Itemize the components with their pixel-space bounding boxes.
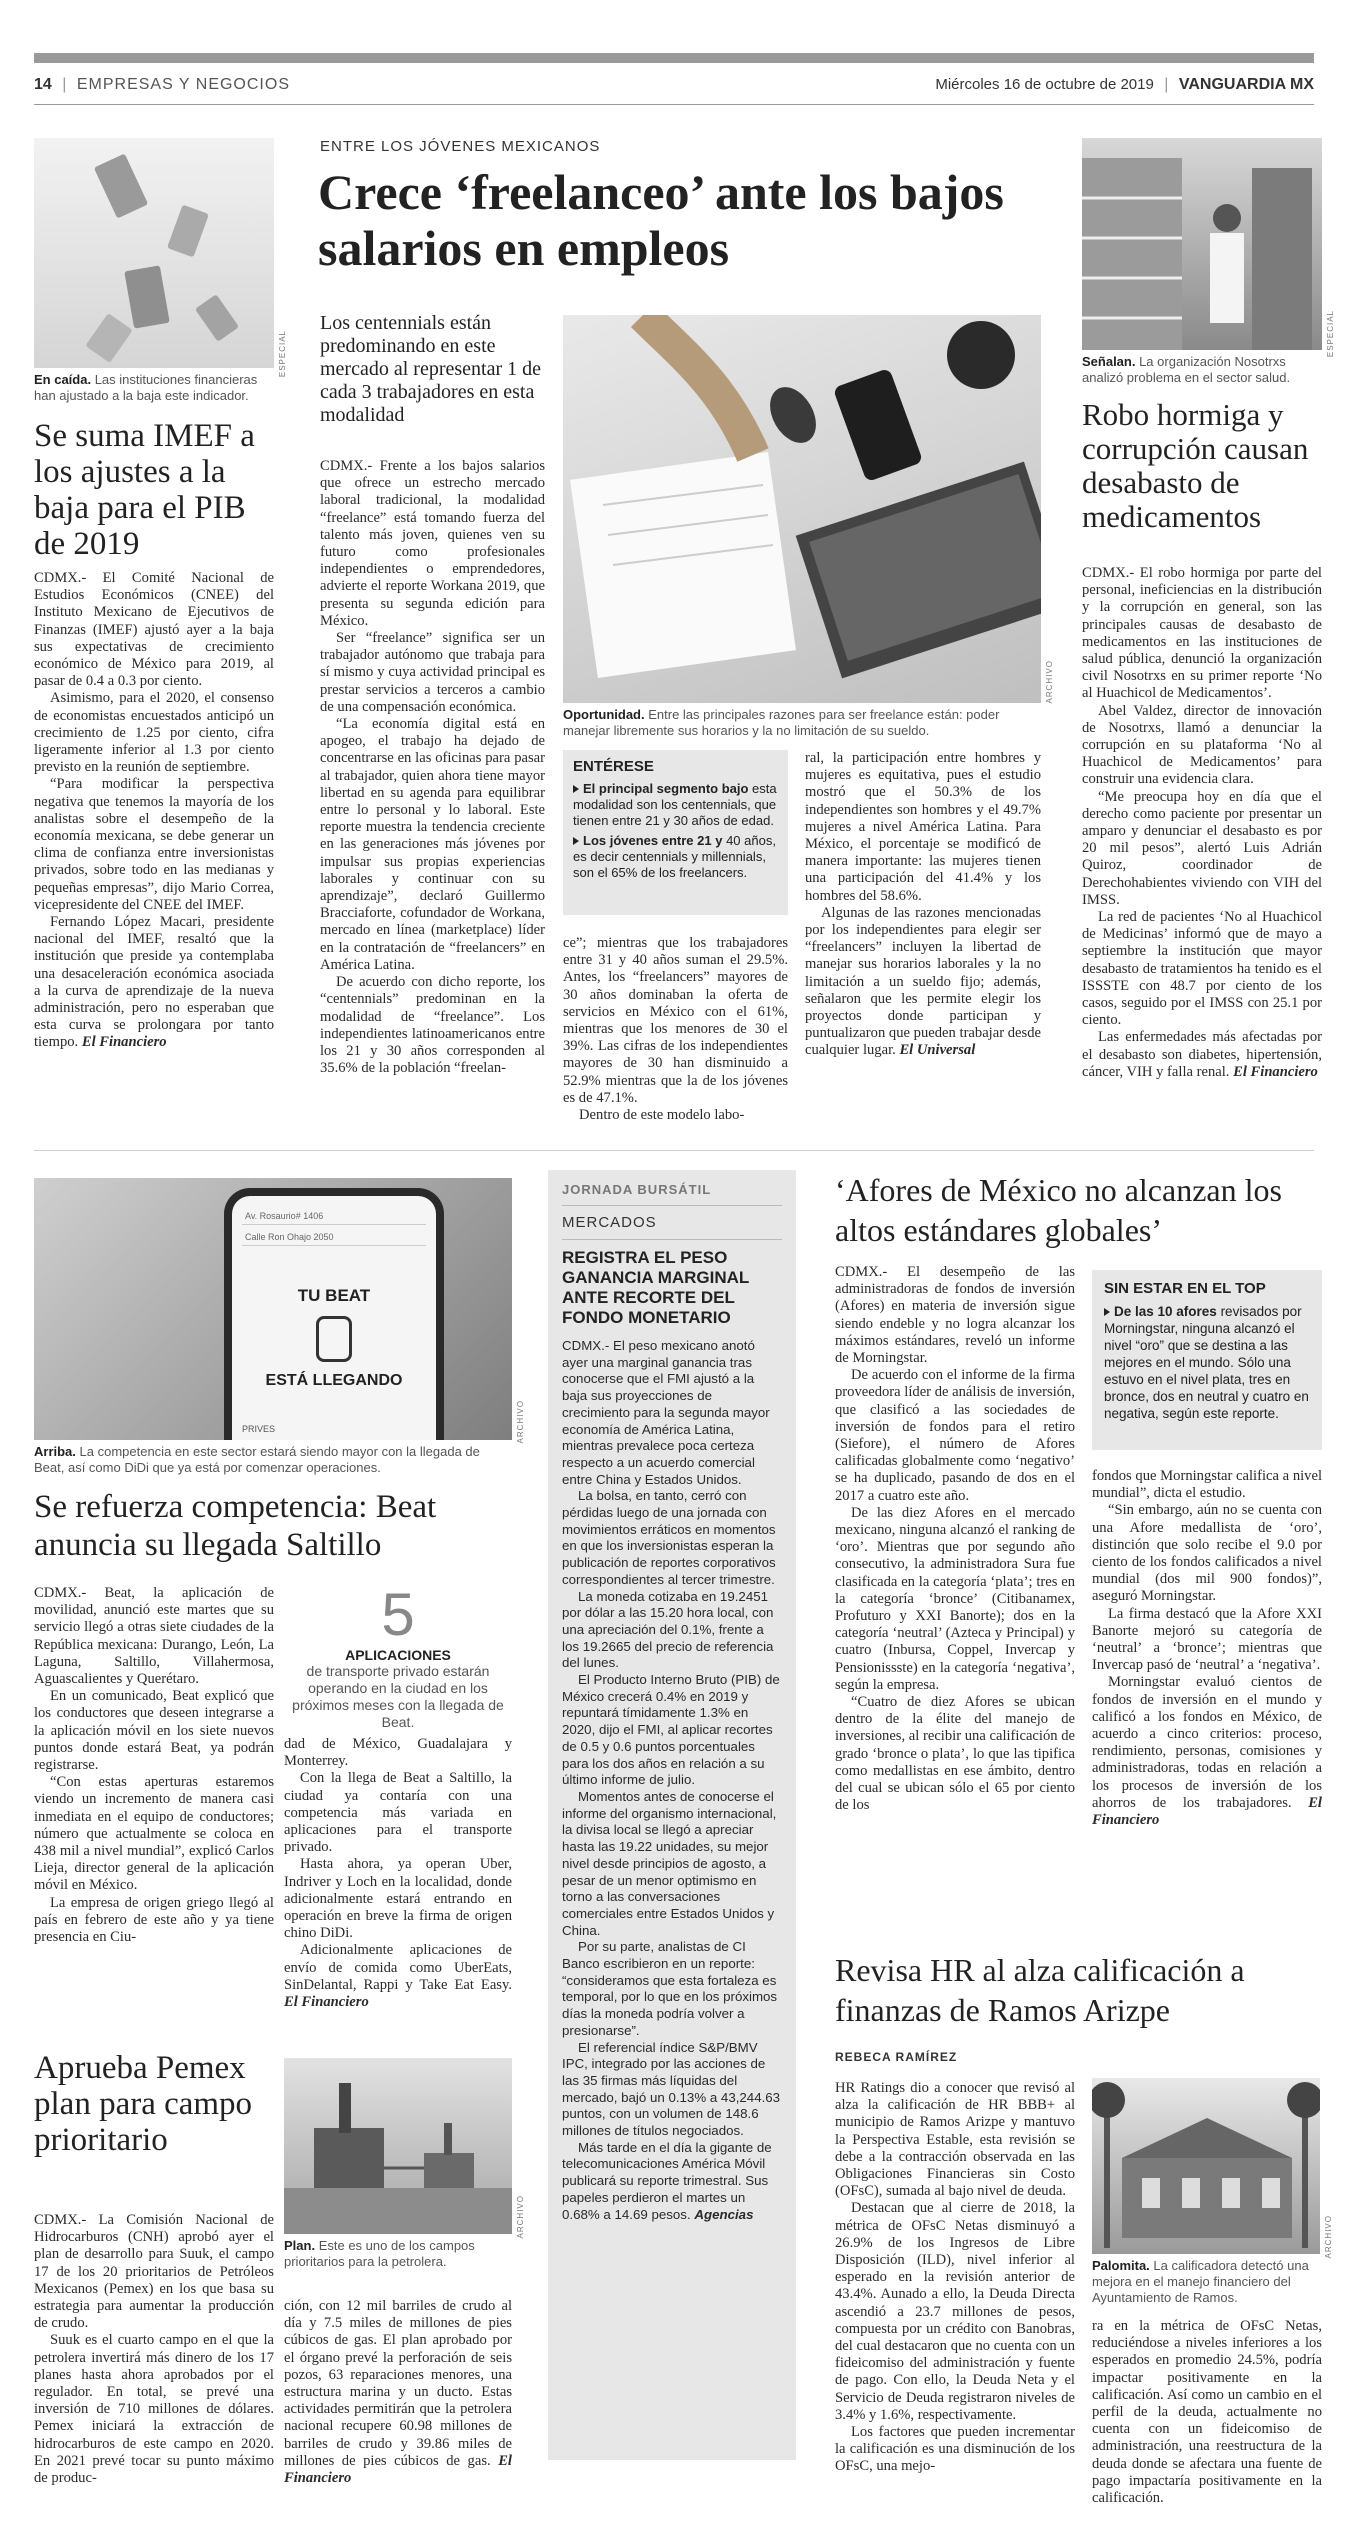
freelance-deck: Los centennials están predominando en este mercado al representar 1 de cada 3 trabajadores en esta modalidad [320,312,541,426]
hr-byline: REBECA RAMÍREZ [835,2050,958,2064]
enterese-item: Los jóvenes entre 21 y 40 años, es decir centennials y millennials, son el 65% de los freelancers. [573,833,776,880]
phone-footer: PRIVES [242,1424,276,1434]
hr-caption: Palomita. La calificadora detectó una mejora en el manejo financiero del Ayuntamiento de Ramos. [1092,2258,1309,2305]
phone-search-1: Av. Rosaurio# 1406 [242,1208,426,1225]
oil-platform-icon [284,2058,512,2234]
beat-photo [34,1178,512,1440]
hr-headline: Revisa HR al alza calificación a finanzas de Ramos Arizpe [835,1952,1245,2028]
phone-search-2: Calle Ron Ohajo 2050 [242,1229,426,1246]
bursatil-sublabel: MERCADOS [562,1214,657,1231]
phone-mockup [224,1188,444,1440]
imef-headline: Se suma IMEF a los ajustes a la baja para el PIB de 2019 [34,418,255,562]
robo-caption: Señalan. La organización Nosotrxs analizó problema en el sector salud. [1082,354,1291,385]
afores-box-text: De las 10 afores revisados por Morningstar, ninguna alcanzó el nivel “oro” que se destina a las mejores en el mundo. Sólo una estuvo en el nivel plata, tres en bronce, dos en neutral y cuatro en negativa, según este reporte. [1104,1304,1309,1421]
pemex-photo [284,2058,512,2234]
hr-col1: HR Ratings dio a conocer que revisó al alza la calificación de HR BBB+ al municipio de Ramos Arizpe y mantuvo la Perspectiva Estable, esta revisión se debe a la contracción observada en las Obligaciones Financieras sin Costo (OFsC), sumada al bajo nivel de deuda. Destacan que al cierre de 2018, la métrica de OFsC Netas disminuyó a 26.9% de los Ingresos de Libre Disposición (ILD), nivel inferior al esperado en la revisión anterior de 43.4%. Aunado a ello, la Deuda Directa ascendió a 23.7 millones de pesos, compuesta por un crédito con Banobras, del cual destacaron que no cuenta con un fideicomiso del administración y fuente de pago. Con ello, la Deuda Neta y el Servicio de Deuda registraron niveles de 3.4% y 1.6%, respectivamente. Los factores que pueden incrementar la calificación es una disminución de los OFsC, una mejo- [835,2080,1075,2475]
pemex-headline: Aprueba Pemex plan para campo prioritario [34,2050,253,2158]
freelance-caption: Oportunidad. Entre las principales razones para ser freelance están: poder manejar libremente sus horarios y la no limitación de su sueldo. [563,707,1000,738]
enterese-box [563,750,788,915]
stat-box [284,1581,512,1731]
pemex-photo-credit: ARCHIVO [516,2195,525,2239]
bursatil-body: CDMX.- El peso mexicano anotó ayer una marginal ganancia tras conocerse que el FMI ajustó a la baja sus proyecciones de crecimiento para la segunda mayor economía de América Latina, mientras prevalece poca certeza respecto a un acuerdo comercial entre China y Estados Unidos. La bolsa, en tanto, cerró con pérdidas luego de una jornada con movimientos erráticos en momentos en que los inversionistas esperan la publicación de reportes corporativos correspondientes al tercer trimestre. La moneda cotizaba en 19.2451 por dólar a las 15.20 hora local, con una apreciación del 0.1%, frente a los 19.2665 del precio de referencia del lunes. El Producto Interno Bruto (PIB) de México crecerá 0.4% en 2019 y repuntará tímidamente 1.3% en 2020, dijo el FMI, al aplicar recortes de 0.5 y 0.6 puntos porcentuales para los dos años en relación a su último informe de julio. Momentos antes de conocerse el informe del organismo internacional, la divisa local se llegó a apreciar hasta las 19.22 unidades, su mejor nivel desde principios de agosto, a pesar de un menor optimismo en torno a las conversaciones comerciales entre Estados Unidos y China. Por su parte, analistas de CI Banco escribieron en un reporte: “consideramos que esta fortaleza es temporal, por lo que en los próximos días la moneda podría volver a presionarse”. El referencial índice S&P/BMV IPC, integrado por las acciones de las 35 firmas más líquidas del mercado, bajó un 0.13% a 43,244.63 puntos, con un volumen de 148.6 millones de títulos negociados. Más tarde en el día la gigante de telecomunicaciones América Móvil publicará su reporte trimestral. Sus papeles perdieron el martes un 0.68% a 14.69 pesos. Agencias [562,1338,781,2222]
pemex-caption: Plan. Este es uno de los campos prioritarios para la petrolera. [284,2238,475,2269]
afores-box [1092,1270,1322,1450]
stat-text: de transporte privado estarán operando en la ciudad en los próximos meses con la llegada de Beat. [292,1663,504,1730]
imef-caption: En caída. Las instituciones financieras han ajustado a la baja este indicador. [34,372,258,403]
paper-name: VANGUARDIA MX [1178,76,1314,93]
issue-date: Miércoles 16 de octubre de 2019 [935,76,1154,93]
hr-photo [1092,2078,1320,2254]
bursatil-headline: REGISTRA EL PESO GANANCIA MARGINAL ANTE RECORTE DEL FONDO MONETARIO [562,1248,749,1327]
bullet-icon [573,837,579,845]
falling-banknotes-icon [34,138,274,368]
phone-subtitle: ESTÁ LLEGANDO [265,1372,403,1389]
afores-box-title: SIN ESTAR EN EL TOP [1104,1280,1266,1297]
stat-label: APLICACIONES [345,1647,451,1663]
beat-col2: dad de México, Guadalajara y Monterrey. Con la llega de Beat a Saltillo, la ciudad ya contaría con una competencia más variada en aplicaciones para el transporte privado. Hasta ahora, ya operan Uber, Indriver y Loch en la localidad, donde adicionalmente estará entrando en operación en breve la firma de origen chino DiDi. Adicionalmente aplicaciones de envío de comida como UberEats, SinDelantal, Rappi y Take Eat Easy. El Financiero [284,1736,512,2011]
robo-photo [1082,138,1322,350]
enterese-title: ENTÉRESE [573,758,654,775]
freelance-kicker: ENTRE LOS JÓVENES MEXICANOS [320,138,601,155]
hr-photo-credit: ARCHIVO [1324,2215,1333,2259]
header-rule [34,104,1314,105]
pharmacy-shelves-icon [1082,138,1322,350]
beat-photo-credit: ARCHIVO [516,1400,525,1444]
bursatil-column [548,1170,796,2460]
freelance-photo-credit: ARCHIVO [1045,660,1054,704]
section-name: EMPRESAS Y NEGOCIOS [76,76,290,93]
bursatil-label: JORNADA BURSÁTIL [562,1182,712,1197]
bullet-icon [1104,1308,1110,1316]
freelance-headline: Crece ‘freelanceo’ ante los bajos salarios en empleos [318,164,1004,276]
beat-caption: Arriba. La competencia en este sector estará siendo mayor con la llegada de Beat, así como DiDi que ya está por comenzar operaciones. [34,1444,480,1475]
top-bar [34,53,1314,63]
car-icon [316,1316,352,1362]
imef-body: CDMX.- El Comité Nacional de Estudios Económicos (CNEE) del Instituto Mexicano de Ejecutivos de Finanzas (IMEF) ajustó ayer a la baja sus expectativas de crecimiento económico de México para 2019, al pasar de 0.4 a 0.3 por ciento. Asimismo, para el 2020, el consenso de economistas encuestados anticipó un crecimiento de 1.25 por ciento, cifra ligeramente inferior al 1.3 por ciento previsto en la reunión de septiembre. “Para modificar la perspectiva negativa que tenemos la mayoría de los analistas sobre el desempeño de la economía mexicana, se debe generar un clima de confianza entre inversionistas privados, sobre todo en las medianas y pequeñas empresas”, dijo Mario Correa, vicepresidente del CNEE del IMEF. Fernando López Macari, presidente nacional del IMEF, resaltó que la institución que preside ya contemplaba una desaceleración económica asociada a la curva de aprendizaje de la nueva administración, pero no esperaban que esta curva se prolongara por tanto tiempo. El Financiero [34,570,274,1051]
freelance-photo [563,315,1041,703]
afores-headline: ‘Afores de México no alcanzan los altos estándares globales’ [835,1172,1282,1248]
imef-photo [34,138,274,368]
phone-title: TU BEAT [297,1286,371,1305]
imef-photo-credit: ESPECIAL [278,330,287,378]
robo-photo-credit: ESPECIAL [1326,310,1335,358]
robo-headline: Robo hormiga y corrupción causan desabasto de medicamentos [1082,397,1309,534]
robo-body: CDMX.- El robo hormiga por parte del personal, ineficiencias en la distribución y la corrupción en general, son las principales causas de desabasto de medicamentos en las instituciones de salud pública, denunció la organización civil Nosotrxs en su primer reporte ‘No al Huachicol de Medicamentos’. Abel Valdez, director de innovación de Nosotrxs, llamó a denunciar la corrupción en su plataforma ‘No al Huachicol de Medicamentos’ para construir una evidencia clara. “Me preocupa hoy en día que el derecho como paciente por presentar un amparo y denunciar el desabasto es por 20 mil pesos”, alertó Luis Adrián Quiroz, coordinador de Derechohabientes viviendo con VIH del IMSS. La red de pacientes ‘No al Huachicol de Medicinas’ informó que de mayo a septiembre la institución que mayor desabasto de tratamientos ha tenido es el ISSSTE con 48.7 por ciento de los casos, seguido por el IMSS con 25.1 por ciento. Las enfermedades más afectadas por el desabasto son diabetes, hipertensión, cáncer, VIH y falla renal. El Financiero [1082,565,1322,1080]
bullet-icon [573,785,579,793]
pemex-col2: ción, con 12 mil barriles de crudo al día y 7.5 miles de millones de pies cúbicos de gas. El plan aprobado por el órgano prevé la perforación de seis pozos, 63 reparaciones menores, una estructura marina y un ducto. Estas actividades permitirán que la petrolera nacional recupere 60.98 millones de barriles de crudo y 39.86 miles de millones de pies cúbicos de gas. El Financiero [284,2298,512,2487]
freelance-col2: ce”; mientras que los trabajadores entre 31 y 40 años suman el 29.5%. Antes, los “freelancers” mayores de 30 años dominaban la oferta de servicios en México con el 61%, mientras que los menores de 30 el 39%. Las cifras de los independientes mayores de 30 han disminuido a 52.9% mientras que la de los jóvenes es de 47.1%. Dentro de este modelo labo- [563,935,788,1124]
freelance-col1: CDMX.- Frente a los bajos salarios que ofrece un estrecho mercado laboral tradicional, la modalidad “freelance” está tomando fuerza del talento más joven, quienes ven su futuro como profesionales independientes o emprendedores, advierte el reporte Workana 2019, que presenta su segunda edición para México. Ser “freelance” significa ser un trabajador autónomo que trabaja para sí mismo y cuya actividad principal es prestar servicios a terceros a cambio de una compensación económica. “La economía digital está en apogeo, el trabajo ha dejado de concentrarse en las oficinas para pasar al trabajador, quien ahora tiene mayor libertad en su agenda para equilibrar entre lo personal y lo laboral. Este reporte muestra la tendencia creciente en las generaciones más jóvenes por impulsar sus propias experiencias laborales y continuar con su aprendizaje”, declaró Guillermo Bracciaforte, cofundador de Workana, mercado en línea (marketplace) líder en la contratación de “freelancers” en América Latina. De acuerdo con dicho reporte, los “centennials” predominan en la modalidad de “freelance”. Los independientes latinoamericanos entre los 21 y 30 años corresponden al 35.6% de la población “freelan- [320,458,545,1077]
city-hall-icon [1092,2078,1320,2254]
beat-headline: Se refuerza competencia: Beat anuncia su llegada Saltillo [34,1489,437,1563]
afores-col1: CDMX.- El desempeño de las administradoras de fondos de inversión (Afores) en materia de inversión sigue siendo endeble y no logra alcanzar los máximos estándares, reveló un informe de Morningstar. De acuerdo con el informe de la firma proveedora líder de análisis de inversión, que clasificó a las sociedades de inversión de fondos para el retiro (Siefore), el número de Afores calificadas globalmente como ‘negativo’ se ha duplicado, pasando de dos en el 2017 a cuatro este año. De las diez Afores en el mercado mexicano, ninguna alcanzó el ranking de ‘oro’. Mientras que por segundo año consecutivo, la administradora Sura fue clasificada en la categoría ‘plata’; tres en la categoría ‘bronce’ (Citibanamex, Profuturo y XXI Banorte); dos en la categoría ‘neutral’ (Azteca y Principal) y cuatro (Inbursa, Coppel, Invercap y Pensionissste) en la categoría ‘negativa’, según la empresa. “Cuatro de diez Afores se ubican dentro de la élite del manejo de inversiones, al recibir una calificación de grado ‘bronce o plata’, lo que las tipifica como medallistas en ese ámbito, dentro del cual se ubican sólo el 65 por ciento de los [835,1264,1075,1814]
freelance-col3: ral, la participación entre hombres y mujeres es equitativa, pues el estudio mostró que el 50.3% de los independientes son hombres y el 49.7% mujeres a nivel América Latina. Para México, el porcentaje se modificó de manera importante: las mujeres tienen una participación del 41.4% y los hombres del 58.6%. Algunas de las razones mencionadas por los independientes para elegir ser “freelancers” incluyen la libertad de manejar sus horarios laborales y la no limitación a un sueldo fijo; además, señalaron que les permite elegir los proyectos donde participan y puntualizaron que pueden trabajar desde cualquier lugar. El Universal [805,750,1041,1059]
stat-number: 5 [381,1581,415,1648]
enterese-item: El principal segmento bajo esta modalidad son los centennials, que tienen entre 21 y 30 años de edad. [573,781,777,828]
page-header: 14 | EMPRESAS Y NEGOCIOS Miércoles 16 de octubre de 2019 | VANGUARDIA MX [34,76,1314,93]
hr-col2: ra en la métrica de OFsC Netas, reduciéndose a niveles inferiores a los esperados en promedio 24.5%, podría impactar positivamente en la calificación. Así como un cambio en el perfil de la deuda, actualmente no cuenta con un fideicomiso de administración, una reestructura de la deuda donde se afectara una fuente de pago impactaría positivamente en la calificación. [1092,2318,1322,2507]
laptop-notebook-icon [563,315,1041,703]
afores-col2: fondos que Morningstar califica a nivel mundial”, dicta el estudio. “Sin embargo, aún no se cuenta con una Afore medallista de ‘oro’, distinción que solo recibe el 9.0 por ciento de los fondos calificados a nivel mundial (dos mil 900 fondos)”, aseguró Morningstar. La firma destacó que la Afore XXI Banorte mejoró su categoría de ‘neutral’ a ‘bronce’; mientras que Invercap pasó de ‘neutral’ a ‘negativa’. Morningstar evaluó cientos de fondos de inversión en el mundo y calificó a los fondos en México, de acuerdo a cinco criterios: proceso, rendimiento, personas, comisiones y administradoras, todas en relación a los procesos de inversión de los ahorros de los trabajadores. El Financiero [1092,1468,1322,1829]
section-divider [34,1150,1314,1151]
beat-col1: CDMX.- Beat, la aplicación de movilidad, anunció este martes que su servicio llegó a otras siete ciudades de la República mexicana: Durango, León, La Laguna, Saltillo, Villahermosa, Aguascalientes y Querétaro. En un comunicado, Beat explicó que los conductores que deseen integrarse a la aplicación móvil en los siete nuevos puntos donde estará Beat, ya podrán registrarse. “Con estas aperturas estaremos viendo un incremento de manera casi inmediata en el equipo de conductores; número que actualmente se coloca en 438 mil a nivel mundial”, explicó Carlos Lieja, director general de la aplicación móvil en México. La empresa de origen griego llegó al país en febrero de este año y ya tiene presencia en Ciu- [34,1585,274,1946]
pemex-col1: CDMX.- La Comisión Nacional de Hidrocarburos (CNH) aprobó ayer el plan de desarrollo para Suuk, el campo 17 de los 20 prioritarios de Petróleos Mexicanos (Pemex) en los que basa su estrategia para aumentar la producción de crudo. Suuk es el cuarto campo en el que la petrolera invertirá más dinero de los 17 planes hasta ahora aprobados por el regulador. En total, se prevé una inversión de 710 millones de dólares. Pemex iniciará la extracción de hidrocarburos de este campo en 2020. En 2021 prevé tocar su punto máximo de produc- [34,2212,274,2487]
page-number: 14 [34,76,52,93]
